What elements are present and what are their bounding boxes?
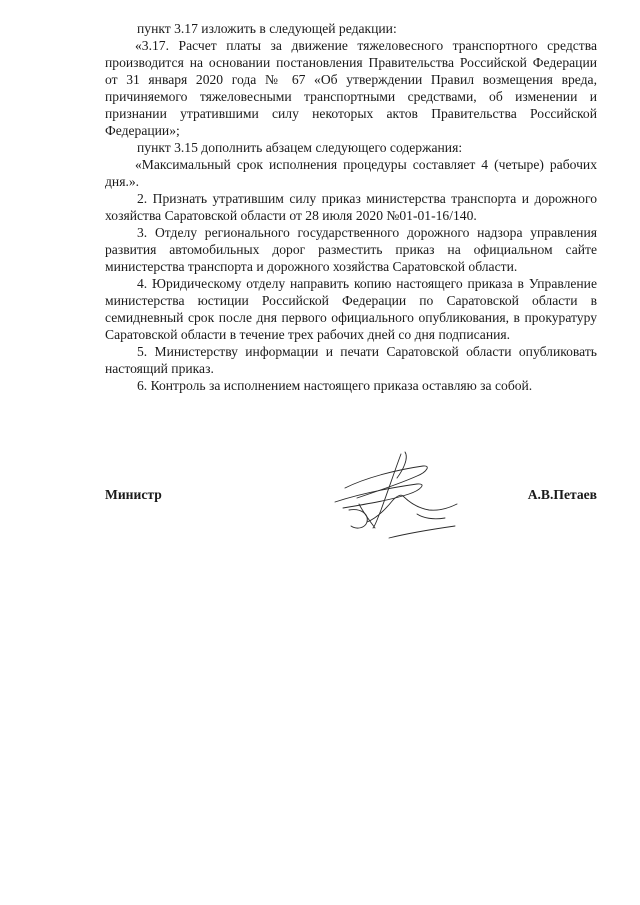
signatory-title: Министр xyxy=(105,487,162,502)
paragraph-item-4: 4. Юридическому отделу направить копию настоящего приказа в Управление министерства юстиции Российской Федерации по Саратовской области в семидневный срок после дня первого официального опубликования, в прокуратуру Саратовской области в течение трех рабочих дней со дня подписания. xyxy=(105,276,597,342)
paragraph-item-6: 6. Контроль за исполнением настоящего приказа оставляю за собой. xyxy=(137,378,533,393)
paragraph-item-5: 5. Министерству информации и печати Саратовской области опубликовать настоящий приказ. xyxy=(105,344,597,376)
handwritten-signature xyxy=(305,448,465,543)
signatory-name: А.В.Петаев xyxy=(527,487,597,502)
signature-block xyxy=(105,486,597,546)
paragraph-3-17-text: «3.17. Расчет платы за движение тяжеловесного транспортного средства производится на основании постановления Правительства Российской Федерации от 31 января 2020 года № 67 «Об утверждении Правил возмещения вреда, причиняемого тяжеловесными транспортными средствами, об изменении и признании утратившими силу некоторых актов Правительства Российской Федерации»; xyxy=(105,38,597,138)
document-body xyxy=(105,20,597,394)
paragraph-item-3: 3. Отделу регионального государственного дорожного надзора управления развития автомобильных дорог разместить приказ на официальном сайте министерства транспорта и дорожного хозяйства Саратовской области. xyxy=(105,225,597,274)
paragraph-amend-3-17: пункт 3.17 изложить в следующей редакции: xyxy=(137,21,397,36)
paragraph-item-2: 2. Признать утратившим силу приказ министерства транспорта и дорожного хозяйства Саратовской области от 28 июля 2020 №01-01-16/140. xyxy=(105,191,597,223)
paragraph-3-15-text: «Максимальный срок исполнения процедуры составляет 4 (четыре) рабочих дня.». xyxy=(105,157,597,189)
paragraph-amend-3-15: пункт 3.15 дополнить абзацем следующего содержания: xyxy=(137,140,463,155)
